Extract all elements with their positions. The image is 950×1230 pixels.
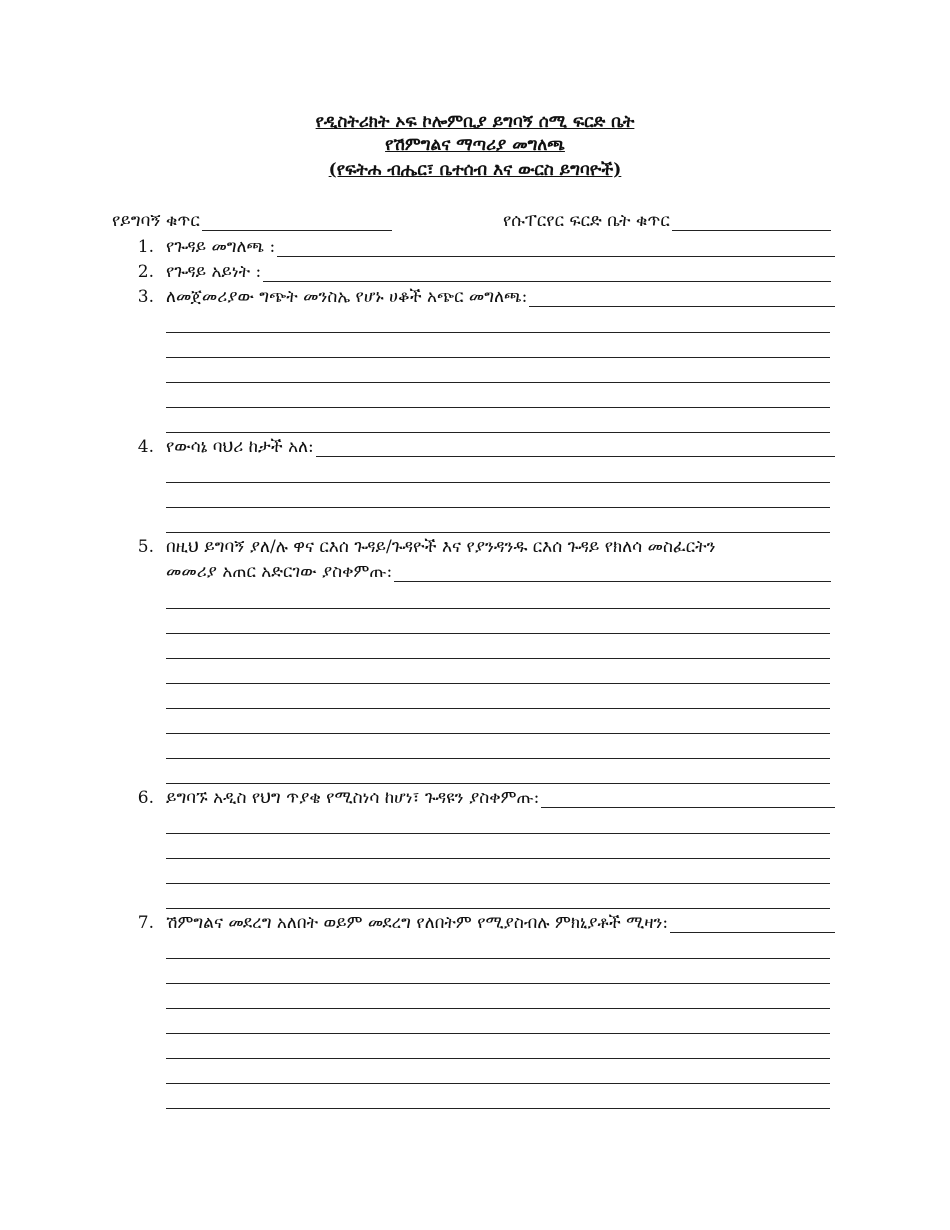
item-5-row [166, 537, 835, 557]
item-1-label: የጉዳይ መግለጫ : [166, 237, 276, 257]
item-6-label: ይግባኙ አዲስ የህግ ጥያቄ የሚስነሳ ከሆነ፣ ጉዳዩን ያስቀምጡ: [166, 788, 540, 808]
issues-summary-line[interactable] [166, 708, 830, 709]
item-4-row [166, 437, 835, 457]
appeal-number-label: የይግባኝ ቁጥር [112, 211, 200, 231]
issues-summary-line[interactable] [166, 758, 830, 759]
superior-court-number-row [503, 211, 831, 231]
item-6-row [166, 788, 835, 808]
superior-court-number-field[interactable] [672, 214, 831, 231]
item-2-label: የጉዳይ አይነት : [166, 262, 262, 282]
appeal-number-field[interactable] [202, 214, 392, 231]
form-title: የሽምግልና ማጣሪያ መግለጫ [385, 135, 565, 155]
item-2-number: 2. [137, 262, 154, 282]
item-7-label: ሽምግልና መደረግ አለበት ወይም መደረግ የለበትም የሚያስብሉ ምክኒያቶች ሚዛን: [166, 913, 669, 933]
mediation-reasons-line[interactable] [166, 983, 830, 984]
new-legal-question-field[interactable] [541, 791, 835, 808]
mediation-reasons-field[interactable] [670, 916, 835, 933]
item-7-number: 7. [137, 913, 154, 933]
issues-summary-line[interactable] [166, 733, 830, 734]
issues-summary-field[interactable] [394, 565, 831, 582]
ruling-nature-line[interactable] [166, 532, 830, 533]
new-legal-question-line[interactable] [166, 833, 830, 834]
case-caption-field[interactable] [277, 240, 835, 257]
item-5-label: በዚህ ይግባኝ ያለ/ሉ ዋና ርእሰ ጉዳይ/ጉዳዮች እና የያንዳንዱ ርእሰ ጉዳይ የክለሳ መስፈርትን [166, 537, 716, 557]
ruling-nature-field[interactable] [316, 440, 835, 457]
item-5-row-cont [166, 562, 831, 582]
item-1-row [166, 237, 835, 257]
case-type-field[interactable] [263, 265, 831, 282]
issues-summary-line[interactable] [166, 783, 830, 784]
mediation-reasons-line[interactable] [166, 1108, 830, 1109]
new-legal-question-line[interactable] [166, 908, 830, 909]
mediation-reasons-line[interactable] [166, 1058, 830, 1059]
item-3-row [166, 287, 835, 307]
issues-summary-line[interactable] [166, 633, 830, 634]
court-name-title: የዲስትሪክት ኦፍ ኮሎምቢያ ይግባኝ ሰሚ ፍርድ ቤት [315, 112, 635, 132]
item-3-number: 3. [137, 287, 154, 307]
mediation-reasons-line[interactable] [166, 1008, 830, 1009]
new-legal-question-line[interactable] [166, 883, 830, 884]
ruling-nature-line[interactable] [166, 507, 830, 508]
item-2-row [166, 262, 831, 282]
issues-summary-line[interactable] [166, 608, 830, 609]
issues-summary-line[interactable] [166, 683, 830, 684]
item-1-number: 1. [137, 237, 154, 257]
appeal-number-row [112, 211, 392, 231]
issues-summary-line[interactable] [166, 658, 830, 659]
item-5-number: 5. [137, 537, 154, 557]
mediation-reasons-line[interactable] [166, 1083, 830, 1084]
facts-summary-line[interactable] [166, 432, 830, 433]
new-legal-question-line[interactable] [166, 858, 830, 859]
item-3-label: ለመጀመሪያው ግጭት መንስኤ የሆኑ ሀቆች አጭር መግለጫ: [166, 287, 528, 307]
superior-court-number-label: የሱፐርየር ፍርድ ቤት ቁጥር [503, 211, 670, 231]
mediation-reasons-line[interactable] [166, 1033, 830, 1034]
item-4-label: የውሳኔ ባህሪ ከታች አለ: [166, 437, 314, 457]
item-5-label-cont: መመሪያ አጠር አድርገው ያስቀምጡ: [166, 562, 393, 582]
ruling-nature-line[interactable] [166, 482, 830, 483]
facts-summary-line[interactable] [166, 382, 830, 383]
item-4-number: 4. [137, 437, 154, 457]
facts-summary-line[interactable] [166, 357, 830, 358]
mediation-reasons-line[interactable] [166, 958, 830, 959]
facts-summary-line[interactable] [166, 332, 830, 333]
facts-summary-field[interactable] [529, 290, 835, 307]
item-6-number: 6. [137, 788, 154, 808]
form-subtitle: (የፍትሐ ብሔር፣ ቤተሰብ እና ውርስ ይግባዮች) [328, 160, 622, 180]
facts-summary-line[interactable] [166, 407, 830, 408]
item-7-row [166, 913, 835, 933]
